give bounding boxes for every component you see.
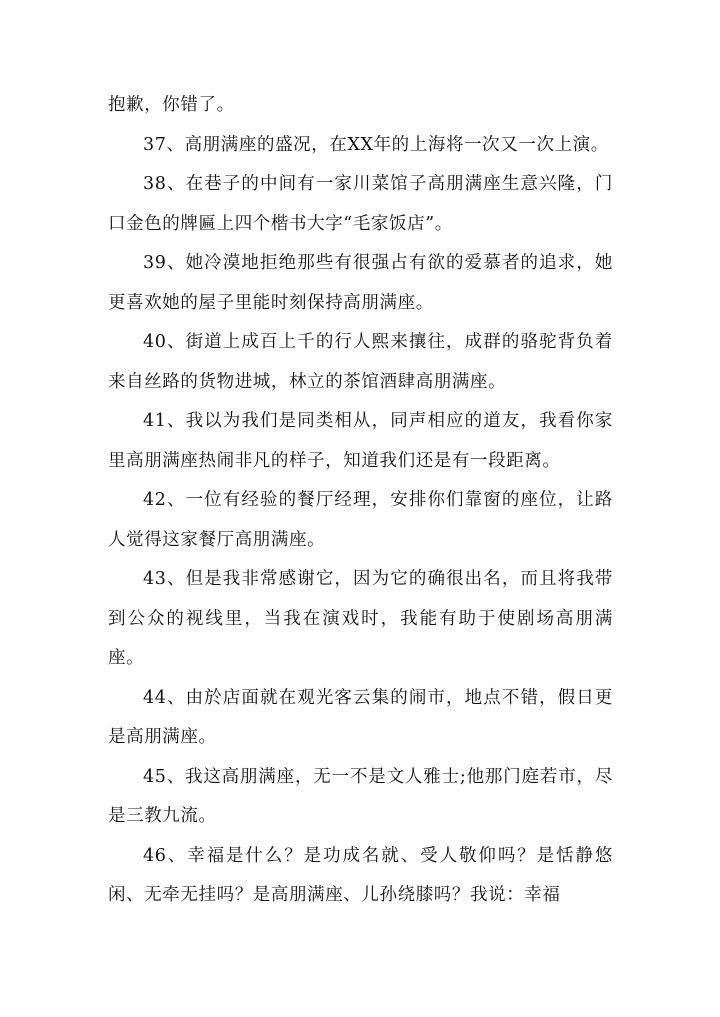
paragraph-continuation: 抱歉，你错了。 (108, 95, 235, 115)
paragraph-40: 40、街道上成百上千的行人熙来攘往，成群的骆驼背负着来自丝路的货物进城，林立的茶馆酒肆高朋满座。 (108, 332, 613, 392)
paragraph-41: 41、我以为我们是同类相从，同声相应的道友，我看你家里高朋满座热闹非凡的样子，知道我们还是有一段距离。 (108, 411, 613, 471)
document-body (108, 86, 613, 916)
paragraph-44: 44、由於店面就在观光客云集的闹市，地点不错，假日更是高朋满座。 (108, 687, 613, 747)
paragraph-37: 37、高朋满座的盛况，在XX年的上海将一次又一次上演。 (143, 134, 609, 155)
paragraph-46: 46、幸福是什么？是功成名就、受人敬仰吗？是恬静悠闲、无牵无挂吗？是高朋满座、儿孙绕膝吗？我说：幸福 (108, 845, 613, 905)
paragraph-42: 42、一位有经验的餐厅经理，安排你们靠窗的座位，让路人觉得这家餐厅高朋满座。 (108, 490, 613, 550)
paragraph-43: 43、但是我非常感谢它，因为它的确很出名，而且将我带到公众的视线里，当我在演戏时，我能有助于使剧场高朋满座。 (108, 569, 613, 668)
paragraph-38: 38、在巷子的中间有一家川菜馆子高朋满座生意兴隆，门口金色的牌匾上四个楷书大字“毛家饭店”。 (108, 174, 613, 234)
paragraph-39: 39、她冷漠地拒绝那些有很强占有欲的爱慕者的追求，她更喜欢她的屋子里能时刻保持高朋满座。 (108, 253, 613, 313)
paragraph-45: 45、我这高朋满座，无一不是文人雅士;他那门庭若市，尽是三教九流。 (108, 766, 613, 826)
